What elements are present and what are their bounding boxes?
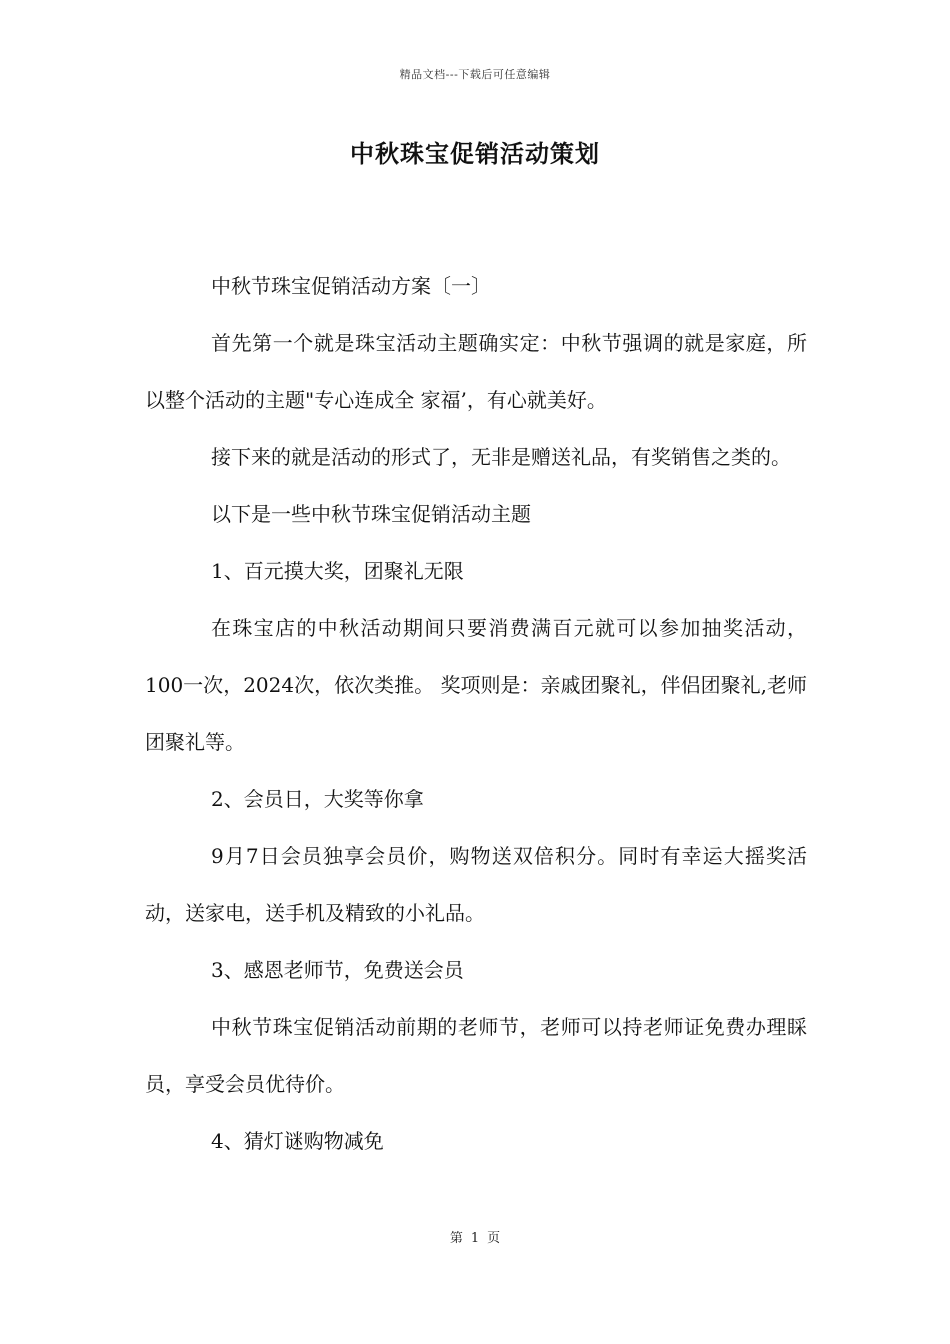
- page-header: 精品文档---下载后可任意编辑: [399, 68, 551, 81]
- paragraph: 以下是一些中秋节珠宝促销活动主题: [211, 502, 531, 526]
- paragraph: 接下来的就是活动的形式了，无非是赠送礼品，有奖销售之类的。: [211, 445, 791, 469]
- page-number: 1: [470, 1231, 480, 1246]
- footer-prefix: 第: [449, 1231, 463, 1246]
- paragraph: 在珠宝店的中秋活动期间只要消费满百元就可以参加抽奖活动，100一次，2024次，依次类推。 奖项则是：亲戚团聚礼，伴侣团聚礼,老师团聚礼等。: [145, 616, 807, 754]
- paragraph: 中秋节珠宝促销活动前期的老师节，老师可以持老师证免费办理睬员，享受会员优待价。: [145, 1015, 807, 1096]
- page-footer: [0, 1227, 950, 1246]
- section-heading-1: 1、百元摸大奖，团聚礼无限: [211, 559, 464, 583]
- paragraph: 9月7日会员独享会员价，购物送双倍积分。同时有幸运大摇奖活动，送家电，送手机及精致的小礼品。: [145, 844, 807, 925]
- section-heading-3: 3、感恩老师节，免费送会员: [211, 958, 464, 982]
- section-heading-4: 4、猜灯谜购物减免: [211, 1129, 384, 1153]
- document-body: [145, 258, 807, 1170]
- section-heading-2: 2、会员日，大奖等你拿: [211, 787, 424, 811]
- paragraph-subtitle: 中秋节珠宝促销活动方案〔一〕: [211, 274, 491, 298]
- paragraph: 首先第一个就是珠宝活动主题确实定：中秋节强调的就是家庭，所以整个活动的主题"专心连成全 家福’，有心就美好。: [145, 331, 807, 412]
- document-title: 中秋珠宝促销活动策划: [350, 139, 600, 168]
- footer-suffix: 页: [487, 1231, 501, 1246]
